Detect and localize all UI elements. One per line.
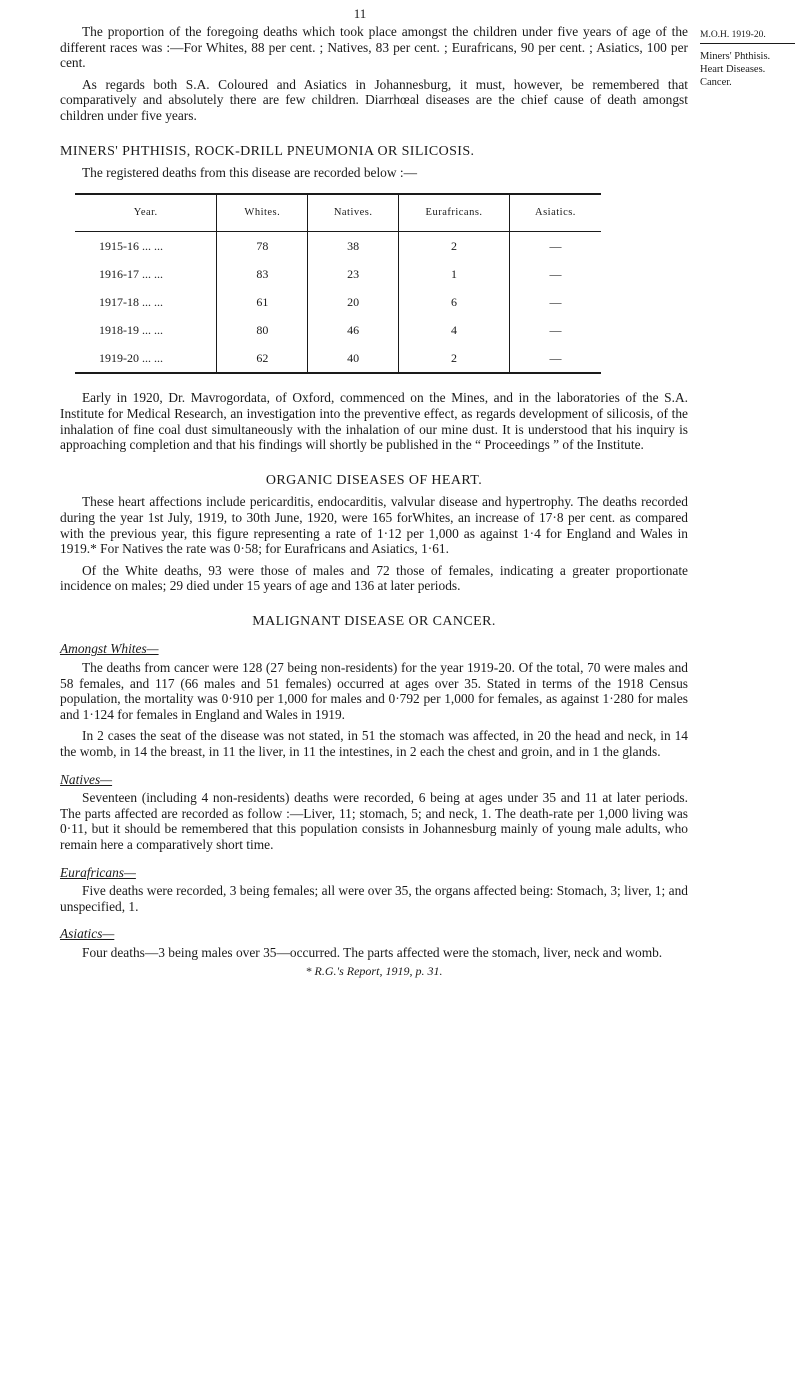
margin-note-cancer: Cancer.	[700, 77, 732, 88]
margin-note-heart-diseases: Heart Diseases.	[700, 64, 766, 75]
table-row	[75, 232, 601, 261]
cell-whites: 80	[217, 316, 308, 344]
cell-year: 1916-17 ... ...	[99, 266, 163, 281]
cell-eurafricans: 4	[399, 316, 510, 344]
cell-eurafricans: 1	[399, 260, 510, 288]
main-text	[60, 24, 688, 979]
cell-year: 1915-16 ... ...	[99, 238, 163, 253]
asiatics-subheading	[60, 926, 688, 942]
cell-eurafricans: 6	[399, 288, 510, 316]
table-header-row	[75, 194, 601, 232]
cell-natives: 46	[308, 316, 399, 344]
cell-asiatics: —	[509, 316, 601, 344]
heart-paragraph-1: These heart affections include pericarditis, endocarditis, valvular disease and hypertrophy. The deaths recorded during the year 1st July, 1919, to 30th June, 1920, were 165 forWhites, an increase of 17·8 per cent. as compared with the previous year, this figure representing a rate of 1·12 per 1,000 as against 1·4 for England and Wales in 1919.* For Natives the rate was 0·58; for Eurafricans and Asiatics, 1·61.	[60, 494, 688, 557]
footnote: * R.G.'s Report, 1919, p. 31.	[305, 963, 443, 978]
table-row	[75, 288, 601, 316]
cell-year: 1919-20 ... ...	[75, 344, 217, 373]
cell-eurafricans: 2	[399, 232, 510, 261]
cancer-whites-paragraph-2: In 2 cases the seat of the disease was not stated, in 51 the stomach was affected, in 20 the head and neck, in 14 the womb, in 14 the breast, in 11 the liver, in 11 the intestines, in 2 each the chest and groin, and in 1 the glands.	[60, 728, 688, 760]
page-number: 11	[353, 6, 367, 21]
intro-paragraph-2: As regards both S.A. Coloured and Asiatics in Johannesburg, it must, however, be remembered that comparatively and absolutely there are few children. Diarrhœal diseases are the chief cause of death amongst children under five years.	[60, 76, 688, 123]
cell-eurafricans: 2	[399, 344, 510, 373]
mavrogordata-paragraph: Early in 1920, Dr. Mavrogordata, of Oxford, commenced on the Mines, and in the laboratories of the S.A. Institute for Medical Research, an investigation into the preventive effect, as regards development of silicosis, of the inhalation of fine coal dust simultaneously with the inhalation of our mine dust. It is understood that his inquiry is approaching completion and that his findings will shortly be published in the “ Proceedings ” of the Institute.	[60, 390, 688, 453]
margin-note-miners-phthisis: Miners' Phthisis.	[700, 51, 771, 62]
cell-year: 1917-18 ... ...	[99, 294, 163, 309]
col-eurafricans: Eurafricans.	[399, 194, 510, 232]
intro-paragraph-1: The proportion of the foregoing deaths which took place amongst the children under five years of age of the different races was :—For Whites, 88 per cent. ; Natives, 83 per cent. ; Eurafricans, 90 per cent. ; Asiatics, 100 per cent.	[60, 24, 688, 71]
cell-year: 1918-19 ... ...	[99, 322, 163, 337]
eurafricans-label: Eurafricans—	[60, 864, 136, 880]
cell-whites: 62	[217, 344, 308, 373]
cell-whites: 61	[217, 288, 308, 316]
cancer-whites-paragraph-1: The deaths from cancer were 128 (27 being non-residents) for the year 1919-20. Of the total, 70 were males and 58 females, and 117 (66 males and 51 females) occurred at ages over 35. Stated in terms of the 1918 Census population, the mortality was 0·910 per 1,000 for males and 0·792 per 1,000 for females, as against 1·280 for males and 1·124 for females in England and Wales in 1919.	[60, 660, 688, 722]
cell-whites: 83	[217, 260, 308, 288]
cancer-natives-paragraph: Seventeen (including 4 non-residents) deaths were recorded, 6 being at ages under 35 and 11 at later periods. The parts affected are recorded as follow :—Liver, 11; stomach, 5; and neck, 1. The death-rate per 1,000 living was 0·11, but it should be remembered that this population consists in Johannesburg mainly of young male adults, who remain here a comparatively short time.	[60, 790, 688, 852]
cancer-asiatics-paragraph: Four deaths—3 being males over 35—occurred. The parts affected were the stomach, liver, neck and womb.	[82, 944, 663, 960]
cancer-eurafricans-paragraph: Five deaths were recorded, 3 being females; all were over 35, the organs affected being: Stomach, 3; liver, 1; and unspecified, 1.	[60, 883, 688, 914]
table-row	[75, 260, 601, 288]
cell-natives: 38	[308, 232, 399, 261]
heart-diseases-heading: ORGANIC DISEASES OF HEART.	[265, 472, 483, 488]
report-reference: M.O.H. 1919-20.	[700, 29, 795, 44]
whites-label: Amongst Whites—	[60, 641, 159, 657]
heart-paragraph-2: Of the White deaths, 93 were those of males and 72 those of females, indicating a greater proportionate incidence on males; 29 died under 15 years of age and 136 at later periods.	[60, 562, 688, 594]
natives-subheading	[60, 772, 688, 788]
cell-whites: 78	[217, 232, 308, 261]
col-year: Year.	[75, 194, 217, 232]
table-row	[75, 316, 601, 344]
miners-intro: The registered deaths from this disease are recorded below :—	[82, 165, 418, 181]
natives-label: Natives—	[60, 771, 113, 787]
cell-asiatics: —	[509, 344, 601, 373]
cell-natives: 40	[308, 344, 399, 373]
miners-phthisis-heading: MINERS' PHTHISIS, ROCK-DRILL PNEUMONIA OR SILICOSIS.	[60, 143, 475, 159]
cell-natives: 23	[308, 260, 399, 288]
cell-asiatics: —	[509, 232, 601, 261]
whites-subheading	[60, 641, 688, 657]
cell-natives: 20	[308, 288, 399, 316]
cell-asiatics: —	[509, 260, 601, 288]
silicosis-deaths-table	[75, 193, 601, 375]
cell-asiatics: —	[509, 288, 601, 316]
table-row	[75, 344, 601, 373]
asiatics-label: Asiatics—	[60, 926, 115, 942]
eurafricans-subheading	[60, 865, 688, 881]
margin-notes	[700, 29, 795, 89]
col-asiatics: Asiatics.	[509, 194, 601, 232]
col-whites: Whites.	[217, 194, 308, 232]
col-natives: Natives.	[308, 194, 399, 232]
cancer-heading: MALIGNANT DISEASE OR CANCER.	[252, 613, 496, 629]
